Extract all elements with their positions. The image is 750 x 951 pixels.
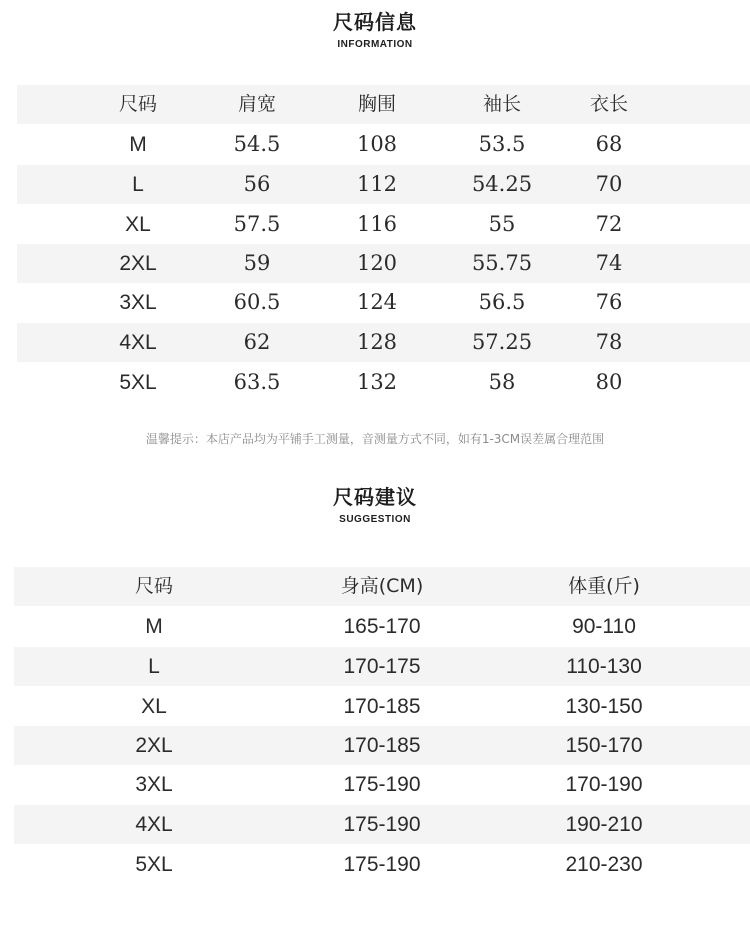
- table-cell: 53.5: [478, 132, 526, 156]
- table-cell: 175-190: [343, 853, 421, 876]
- table-cell: 78: [595, 330, 623, 354]
- table-cell: 108: [356, 132, 398, 156]
- table-row: [17, 283, 750, 322]
- table-cell: 55: [488, 212, 516, 236]
- header-cell: 身高(CM): [340, 575, 424, 597]
- table-cell: 4XL: [135, 813, 173, 836]
- table-cell: 124: [356, 290, 398, 314]
- table-cell: 2XL: [119, 252, 157, 275]
- table-row: [14, 845, 750, 884]
- table-row: [17, 165, 750, 204]
- table-row: [14, 765, 750, 804]
- table-row: [17, 244, 750, 283]
- table-cell: 54.5: [233, 132, 281, 156]
- table-cell: 55.75: [471, 251, 533, 275]
- table-cell: 63.5: [233, 370, 281, 394]
- table-cell: L: [148, 655, 160, 678]
- table-cell: 210-230: [565, 853, 643, 876]
- info-title: 尺码信息: [333, 10, 417, 34]
- table-cell: 170-190: [565, 773, 643, 796]
- table-cell: 175-190: [343, 813, 421, 836]
- table-row: [14, 607, 750, 646]
- table-cell: 3XL: [119, 291, 157, 314]
- table-cell: 132: [356, 370, 398, 394]
- table-cell: 150-170: [565, 734, 643, 757]
- info-section-heading: [0, 6, 750, 50]
- table-cell: 130-150: [565, 695, 643, 718]
- table-cell: 112: [356, 172, 398, 196]
- table-cell: XL: [125, 213, 151, 236]
- table-cell: 76: [595, 290, 623, 314]
- table-row: [17, 323, 750, 362]
- table-cell: 170-185: [343, 734, 421, 757]
- table-cell: 60.5: [233, 290, 281, 314]
- table-header-row: [14, 567, 750, 606]
- table-cell: 4XL: [119, 331, 157, 354]
- table-cell: 57.25: [471, 330, 533, 354]
- size-suggestion-table: [14, 567, 750, 887]
- table-row: [17, 363, 750, 402]
- table-row: [14, 647, 750, 686]
- table-cell: 62: [243, 330, 271, 354]
- table-cell: 5XL: [135, 853, 173, 876]
- info-subtitle: INFORMATION: [337, 39, 413, 50]
- table-cell: 54.25: [471, 172, 533, 196]
- table-row: [14, 687, 750, 726]
- table-cell: 170-185: [343, 695, 421, 718]
- table-cell: 74: [595, 251, 623, 275]
- table-cell: L: [132, 173, 144, 196]
- header-cell: 尺码: [118, 93, 158, 115]
- header-cell: 胸围: [357, 93, 397, 115]
- table-cell: 56: [243, 172, 271, 196]
- table-row: [14, 805, 750, 844]
- table-cell: 70: [595, 172, 623, 196]
- table-cell: 80: [595, 370, 623, 394]
- measurement-notice: 温馨提示：本店产品均为平铺手工测量，音测量方式不同，如有1-3CM误差属合理范围: [145, 432, 605, 446]
- table-cell: 190-210: [565, 813, 643, 836]
- header-cell: 衣长: [589, 93, 629, 115]
- suggestion-title: 尺码建议: [333, 485, 417, 509]
- header-cell: 袖长: [482, 93, 522, 115]
- table-cell: 59: [243, 251, 271, 275]
- header-cell: 体重(斤): [568, 575, 640, 597]
- table-cell: 128: [356, 330, 398, 354]
- table-cell: 2XL: [135, 734, 173, 757]
- table-cell: 72: [595, 212, 623, 236]
- table-row: [17, 205, 750, 244]
- table-cell: 175-190: [343, 773, 421, 796]
- header-cell: 尺码: [134, 575, 174, 597]
- table-cell: 3XL: [135, 773, 173, 796]
- header-cell: 肩宽: [237, 93, 277, 115]
- table-header-row: [17, 85, 750, 124]
- suggestion-subtitle: SUGGESTION: [339, 514, 411, 525]
- table-cell: 170-175: [343, 655, 421, 678]
- table-cell: 110-130: [566, 655, 642, 678]
- table-row: [17, 125, 750, 164]
- table-cell: 56.5: [478, 290, 526, 314]
- table-cell: M: [129, 133, 147, 156]
- size-info-table: [17, 85, 750, 405]
- table-cell: 90-110: [572, 615, 636, 638]
- suggestion-section-heading: [0, 481, 750, 525]
- table-cell: 5XL: [119, 371, 157, 394]
- table-cell: 68: [595, 132, 623, 156]
- table-cell: 116: [356, 212, 398, 236]
- table-cell: 57.5: [233, 212, 281, 236]
- table-cell: XL: [141, 695, 167, 718]
- table-cell: 165-170: [343, 615, 421, 638]
- table-row: [14, 726, 750, 765]
- table-cell: 120: [356, 251, 398, 275]
- table-cell: M: [145, 615, 163, 638]
- table-cell: 58: [488, 370, 516, 394]
